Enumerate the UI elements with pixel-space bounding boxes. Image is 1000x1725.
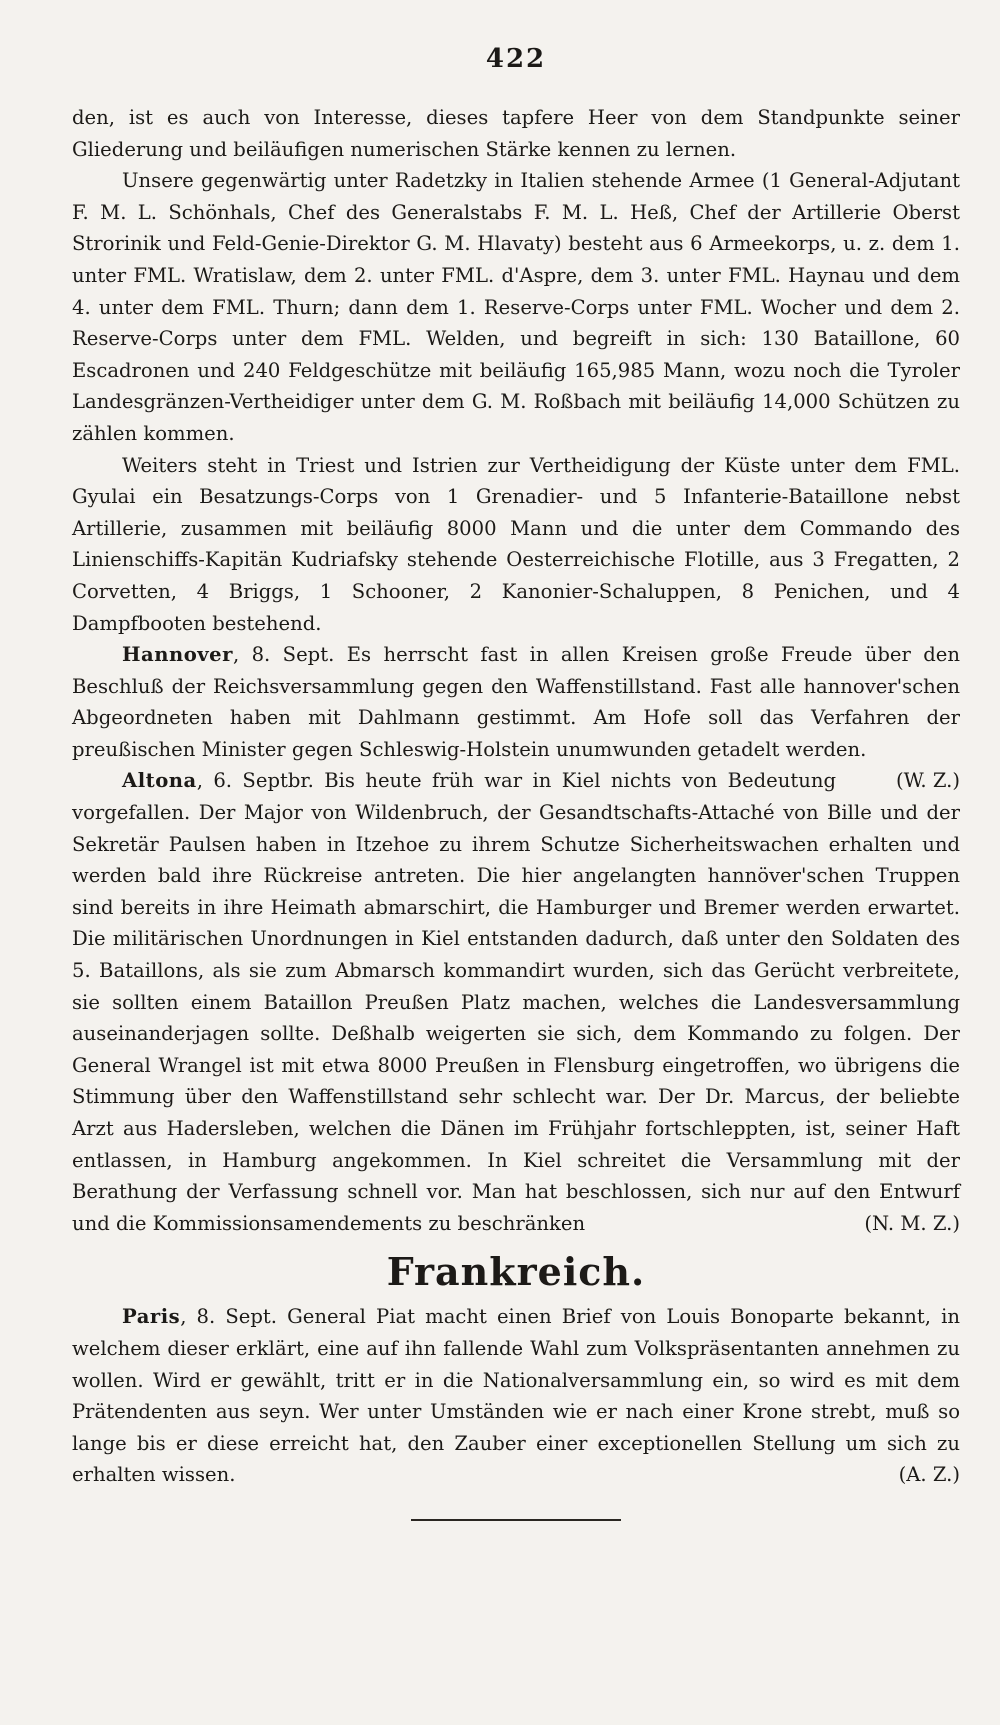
date-hannover: , 8. Sept. bbox=[232, 643, 335, 667]
article-column bbox=[72, 102, 960, 1521]
paragraph-army: Unsere gegenwärtig unter Radetzky in Italien stehende Armee (1 General-Adjutant F. M. L. Schönhals, Chef des Generalstabs F. M. L. Heß, Chef der Artillerie Oberst Strorinik und Feld-Genie-Direktor G. M. Hlavaty) besteht aus 6 Armeekorps, u. z. dem 1. unter FML. Wratislaw, dem 2. unter FML. d'Aspre, dem 3. unter FML. Haynau und dem 4. unter dem FML. Thurn; dann dem 1. Reserve-Corps unter FML. Wocher und dem 2. Reserve-Corps unter dem FML. Welden, und begreift in sich: 130 Bataillone, 60 Escadronen und 240 Feldgeschütze mit beiläufig 165,985 Mann, wozu noch die Tyroler Landesgränzen-Vertheidiger unter dem G. M. Roßbach mit beiläufig 14,000 Schützen zu zählen kommen. bbox=[72, 169, 960, 445]
news-item-paris bbox=[72, 1301, 960, 1491]
dateline-paris: Paris bbox=[122, 1305, 181, 1329]
body-hannover: Es herrscht fast in allen Kreisen große Freude über den Beschluß der Reichsversammlung gegen den Waffenstillstand. Fast alle hannover'schen Abgeordneten haben mit Dahlmann gestimmt. Am Hofe soll das Verfahren der preußischen Minister gegen Schleswig-Holstein unumwunden getadelt werden. bbox=[72, 643, 960, 761]
dateline-hannover: Hannover bbox=[122, 643, 233, 667]
source-altona: (N. M. Z.) bbox=[864, 1211, 960, 1235]
paragraph-continuation: den, ist es auch von Interesse, dieses tapfere Heer von dem Standpunkte seiner Gliederung und beiläufigen numerischen Stärke kennen zu lernen. bbox=[72, 106, 960, 161]
date-altona: , 6. Septbr. bbox=[196, 769, 314, 793]
body-altona: Bis heute früh war in Kiel nichts von Bedeutung vorgefallen. Der Major von Wildenbruch, der Gesandtschafts-Attaché von Bille und der Sekretär Paulsen haben in Itzehoe zu ihrem Schutze Sicherheitswachen erhalten und werden bald ihre Rückreise antreten. Die hier angelangten hannöver'schen Truppen sind bereits in ihre Heimath abmarschirt, die Hamburger und Bremer werden erwartet. Die militärischen Unordnungen in Kiel entstanden dadurch, daß unter den Soldaten des 5. Bataillons, als sie zum Abmarsch kommandirt wurden, sich das Gerücht verbreitete, sie sollten einem Bataillon Preußen Platz machen, welches die Landesversammlung auseinanderjagen sollte. Deßhalb weigerten sie sich, dem Kommando zu folgen. Der General Wrangel ist mit etwa 8000 Preußen in Flensburg eingetroffen, wo übrigens die Stimmung über den Waffenstillstand sehr schlecht war. Der Dr. Marcus, der beliebte Arzt aus Hadersleben, welchen die Dänen im Frühjahr fortschleppten, ist, seiner Haft entlassen, in Hamburg angekommen. In Kiel schreitet die Versammlung mit der Berathung der Verfassung schnell vor. Man hat beschlossen, sich nur auf den Entwurf und die Kommissionsamendements zu beschränken bbox=[72, 769, 960, 1235]
dateline-altona: Altona bbox=[122, 769, 197, 793]
body-paris: General Piat macht einen Brief von Louis Bonoparte bekannt, in welchem dieser erklärt, eine auf ihn fallende Wahl zum Volkspräsentanten annehmen zu wollen. Wird er gewählt, tritt er in die Nationalversammlung ein, so wird es mit dem Prätendenten aus seyn. Wer unter Umständen wie er nach einer Krone strebt, muß so lange bis er diese erreicht hat, den Zauber einer exceptionellen Stellung um sich zu erhalten wissen. bbox=[72, 1305, 960, 1487]
source-paris: (A. Z.) bbox=[898, 1463, 960, 1487]
end-rule bbox=[411, 1519, 621, 1521]
source-hannover: (W. Z.) bbox=[896, 769, 960, 793]
page-number: 422 bbox=[485, 44, 547, 74]
section-heading-frankreich: Frankreich. bbox=[386, 1249, 646, 1295]
paragraph-triest: Weiters steht in Triest und Istrien zur Vertheidigung der Küste unter dem FML. Gyulai ein Besatzungs-Corps von 1 Grenadier- und 5 Infanterie-Bataillone nebst Artillerie, zusammen mit beiläufig 8000 Mann und die unter dem Commando des Linienschiffs-Kapitän Kudriafsky stehende Oesterreichische Flotille, aus 3 Fregatten, 2 Corvetten, 4 Briggs, 1 Schooner, 2 Kanonier-Schaluppen, 8 Penichen, und 4 Dampfbooten bestehend. bbox=[72, 453, 960, 635]
date-paris: , 8. Sept. bbox=[180, 1305, 278, 1329]
news-item-altona bbox=[72, 765, 960, 1239]
